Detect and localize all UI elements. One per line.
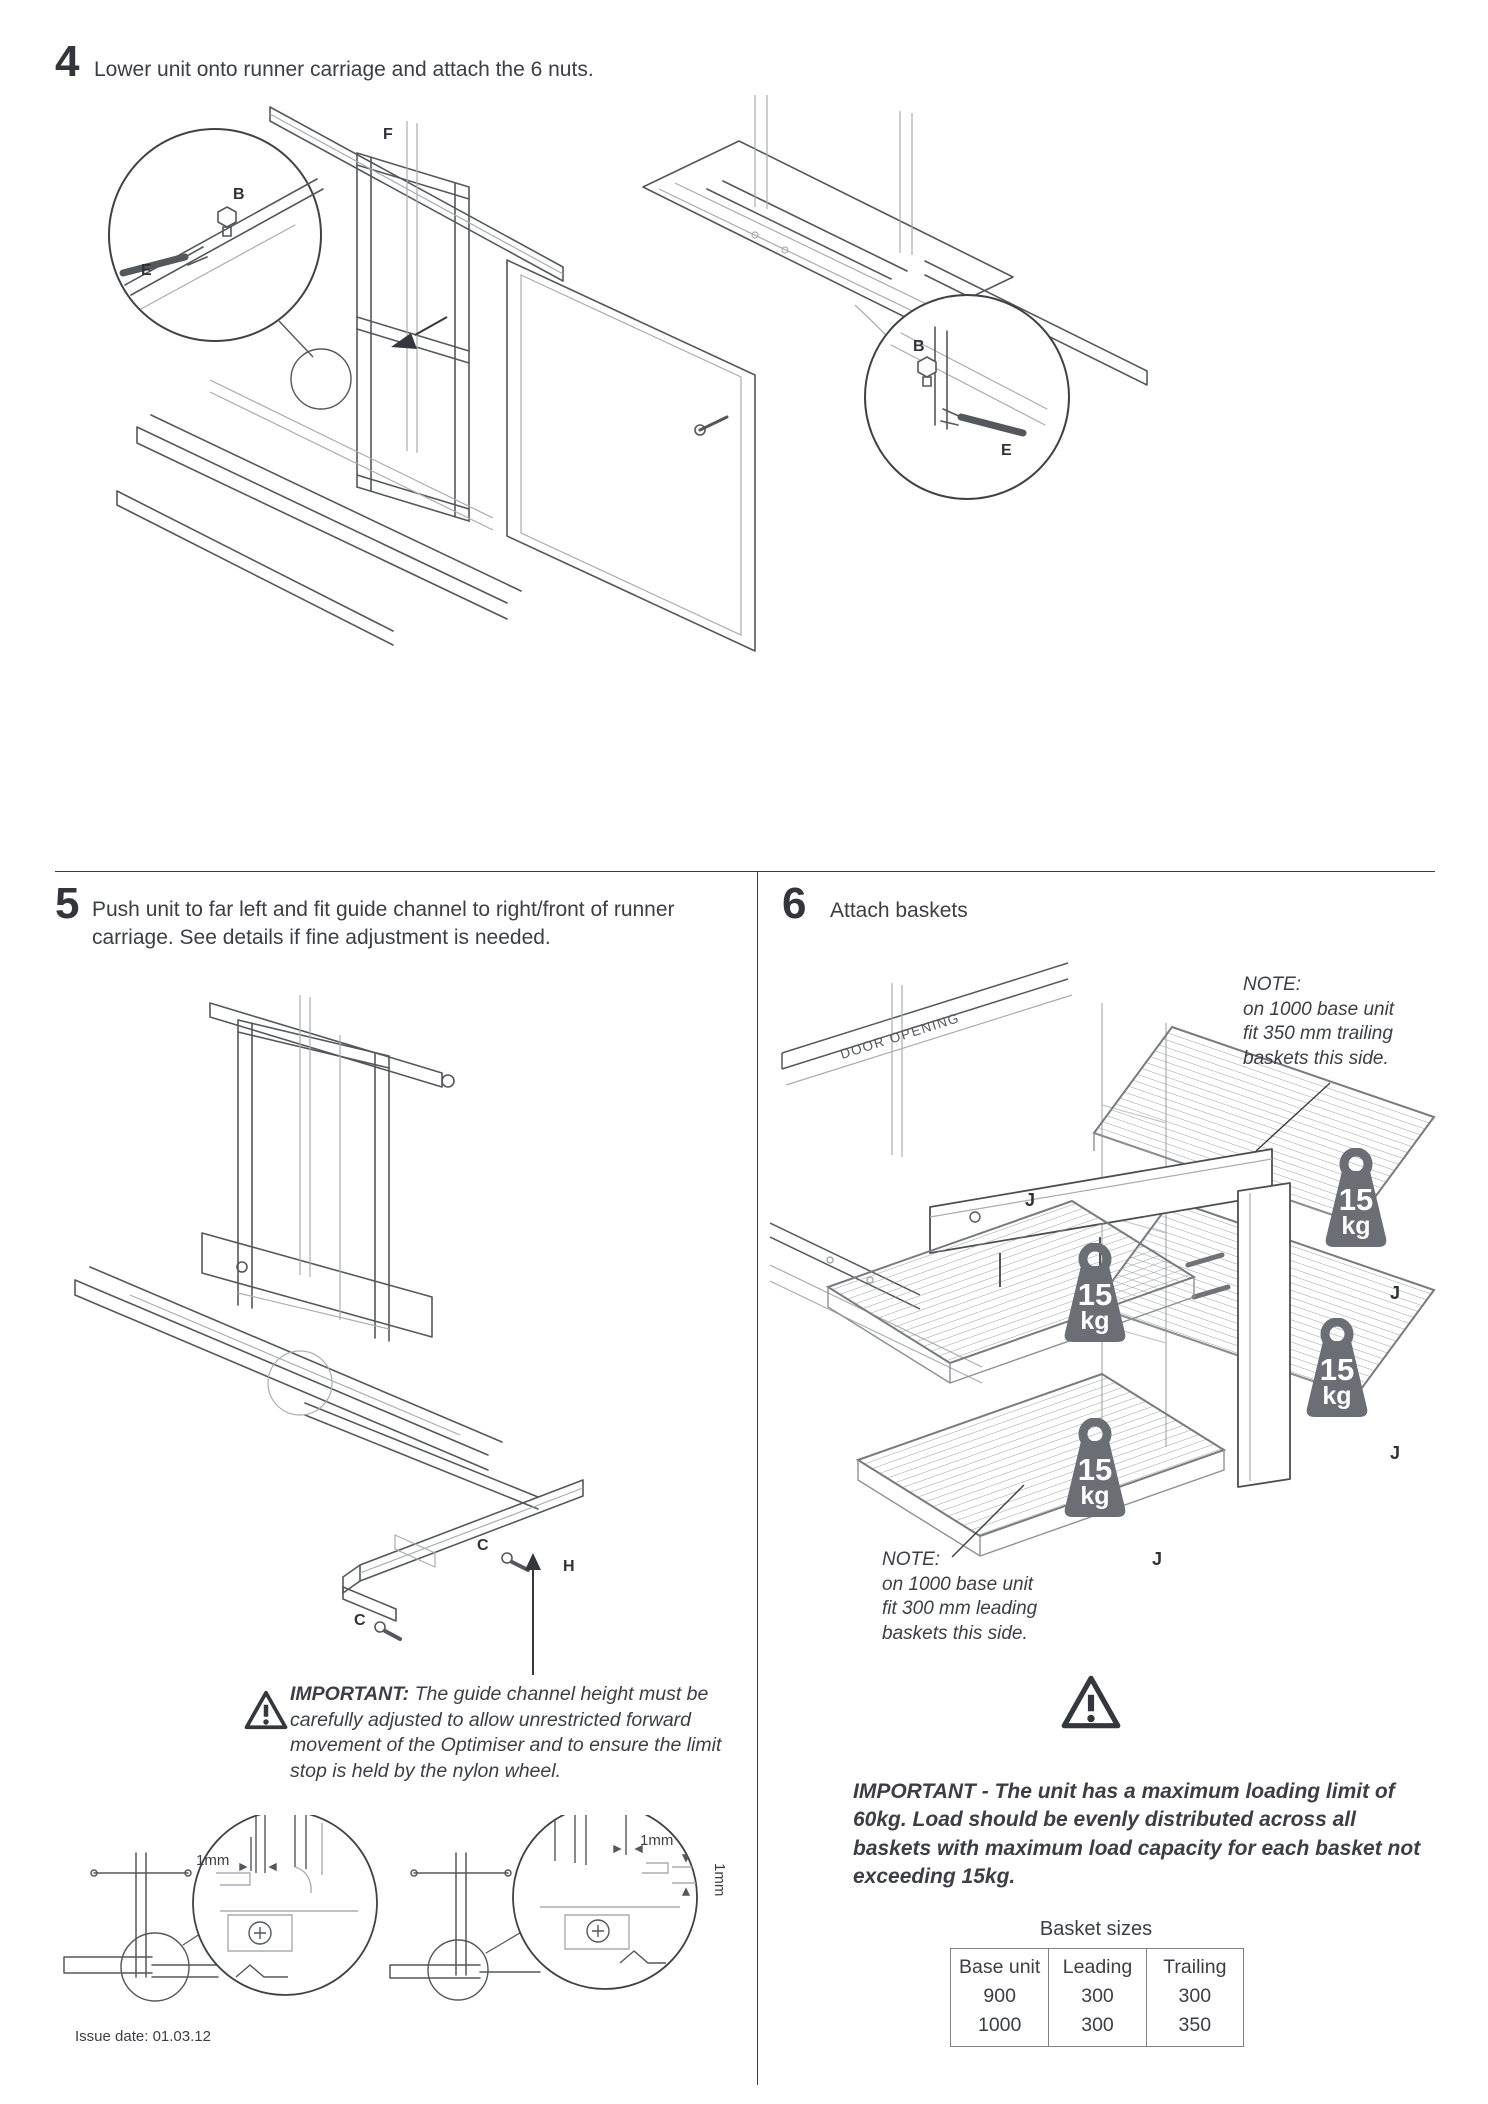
up-arrow-icon [525, 1553, 541, 1570]
step6-instruction: Attach baskets [830, 899, 968, 922]
step4-figure [55, 95, 1435, 655]
basket-leading-upper [828, 1201, 1194, 1383]
step4-instruction: Lower unit onto runner carriage and attach the 6 nuts. [94, 58, 594, 81]
col-header-base-unit: Base unit [959, 1956, 1041, 1978]
label-j-3: J [1390, 1443, 1401, 1463]
warning-icon [1058, 1672, 1124, 1732]
basket-table-title: Basket sizes [1039, 1918, 1153, 1940]
table-cell: 1000 [977, 2014, 1022, 2036]
col-header-leading: Leading [1048, 1949, 1145, 1982]
step6-important: IMPORTANT - The unit has a maximum loading limit of 60kg. Load should be evenly distributed across all baskets with maximum load capacity for each basket not exceeding 15kg. [853, 1780, 1421, 1889]
label-e-left: E [141, 262, 152, 279]
issue-date: Issue date: 01.03.12 [75, 2028, 211, 2045]
note-trailing: NOTE: on 1000 base unit fit 350 mm trailing baskets this side. [1243, 974, 1395, 1070]
table-cell: 350 [1146, 2011, 1243, 2046]
step5-important [290, 1682, 750, 1785]
step5-number: 5 [55, 879, 80, 928]
label-j-2: J [1390, 1283, 1401, 1303]
label-b-left: B [233, 186, 245, 203]
important-text: The guide channel height must be carefully adjusted to allow unrestricted forward movement of the Optimiser and to ensure the limit stop is held by the nylon wheel. [290, 1683, 722, 1783]
weight-icon: 15 kg [1053, 1418, 1137, 1522]
step4-detail-left [109, 129, 323, 341]
label-c-top: C [477, 1537, 489, 1554]
weight-icon: 15 kg [1314, 1148, 1398, 1252]
basket-table [950, 1948, 1244, 2047]
step4-detail-right [865, 295, 1069, 499]
important-label: IMPORTANT: [290, 1683, 410, 1705]
door-opening-label: DOOR OPENING [838, 1010, 962, 1062]
gap-label-left: 1mm [196, 1852, 230, 1869]
table-cell: 900 [983, 1985, 1016, 2007]
label-b-right: B [913, 338, 925, 355]
step5-detail-figure [60, 1815, 745, 2025]
section-divider-horizontal [55, 871, 1435, 872]
col-header-trailing: Trailing [1146, 1949, 1243, 1982]
gap-label-right-side: 1mm [711, 1863, 728, 1897]
label-h: H [563, 1558, 575, 1575]
basket-leading-lower [858, 1374, 1224, 1556]
step5-figure [60, 975, 755, 1675]
table-cell: 300 [1048, 2011, 1145, 2046]
step5-instruction: Push unit to far left and fit guide channel to right/front of runner carriage. See details if fine adjustment is needed. [92, 898, 675, 950]
weight-icon: 15 kg [1053, 1243, 1137, 1347]
label-c-bottom: C [354, 1612, 366, 1629]
table-cell: 300 [1048, 1982, 1145, 2011]
step6-number: 6 [782, 879, 807, 928]
label-f: F [383, 126, 393, 143]
section-divider-vertical [757, 871, 758, 2085]
weight-icon: 15 kg [1295, 1318, 1379, 1422]
gap-label-right-top: 1mm [640, 1832, 674, 1849]
label-j-4: J [1152, 1549, 1163, 1569]
table-cell: 300 [1146, 1982, 1243, 2011]
note-leading: NOTE: on 1000 base unit fit 300 mm leading baskets this side. [882, 1549, 1038, 1645]
warning-icon [242, 1688, 290, 1732]
label-e-right: E [1001, 442, 1012, 459]
step4-number: 4 [55, 37, 80, 86]
label-j-1: J [1025, 1190, 1036, 1210]
